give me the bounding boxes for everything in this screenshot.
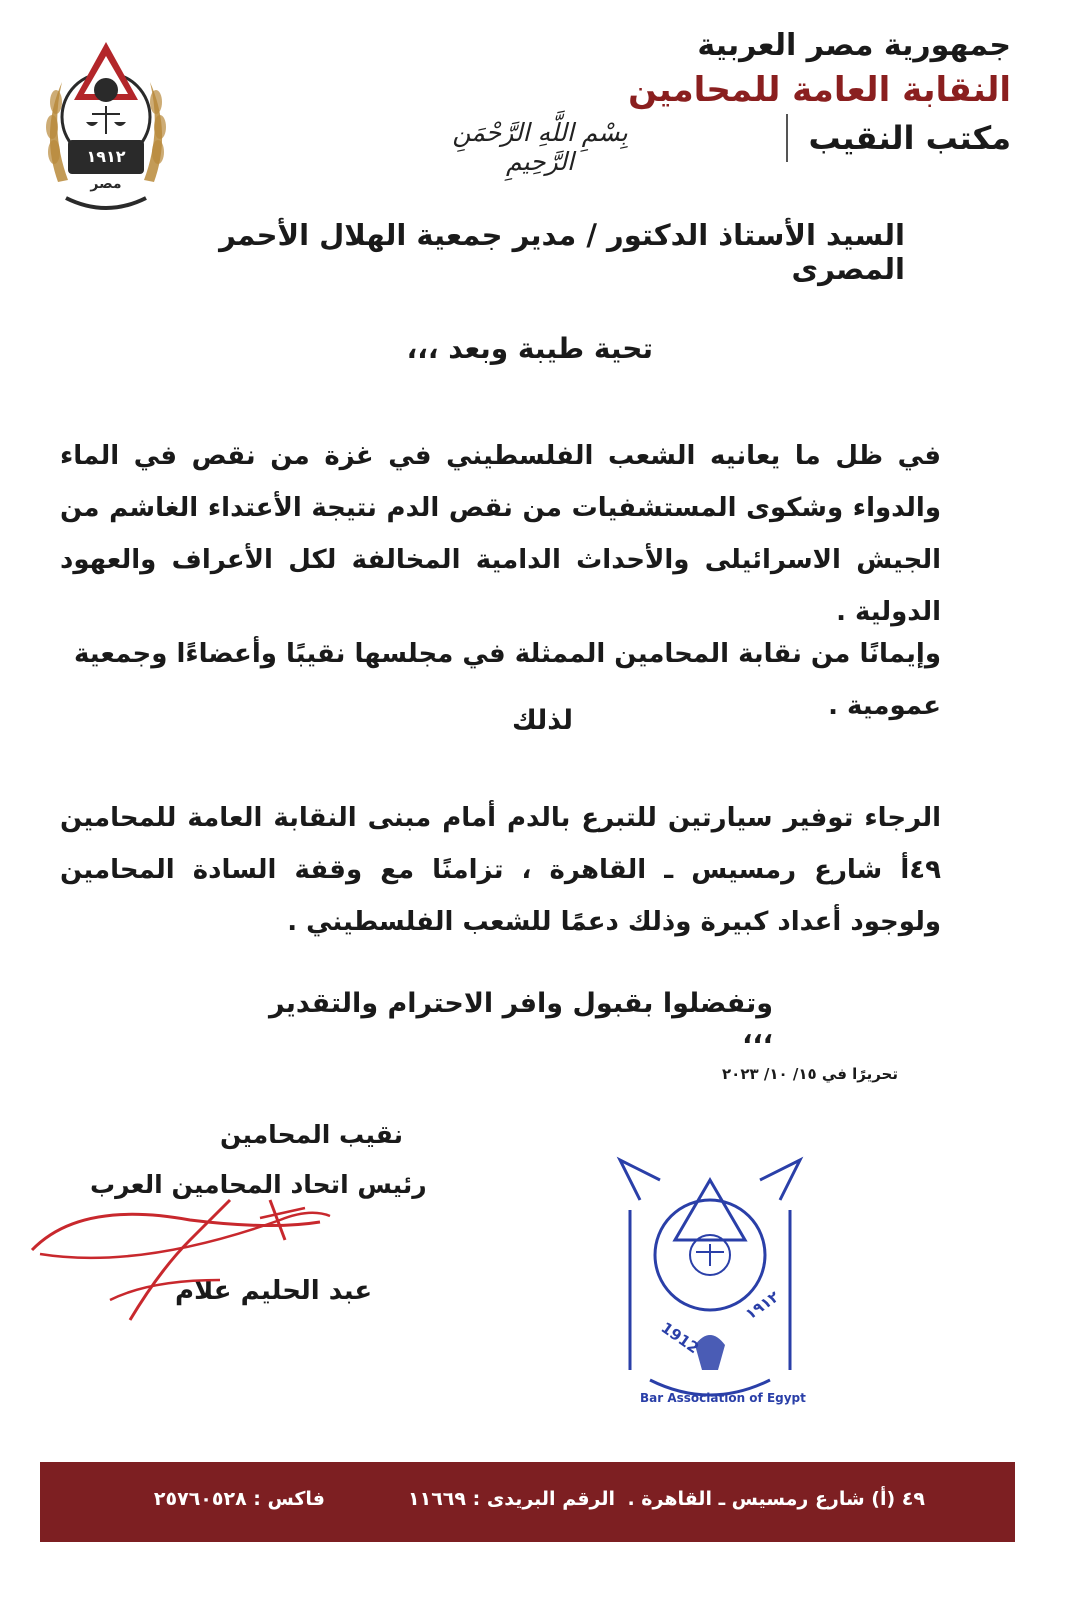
paragraph-2: وإيمانًا من نقابة المحامين الممثلة في مجلسها نقيبًا وأعضاءًا وجمعية عمومية .	[74, 639, 941, 721]
office-name: مكتب النقيب	[786, 114, 1011, 162]
closing-line: وتفضلوا بقبول وافر الاحترام والتقدير ،،،	[268, 988, 773, 1050]
footer-postal-code: الرقم البريدى : ١١٦٦٩	[408, 1488, 615, 1510]
signatory-name: عبد الحليم علام	[175, 1276, 373, 1306]
footer-bar	[40, 1462, 1015, 1542]
handwritten-signature-icon	[20, 1160, 340, 1330]
footer-address: ٤٩ (أ) شارع رمسيس ـ القاهرة .	[627, 1488, 925, 1510]
signatory-subtitle: رئيس اتحاد المحامين العرب	[90, 1170, 427, 1199]
country-name: جمهورية مصر العربية	[697, 28, 1011, 63]
paragraph-3: الرجاء توفير سيارتين للتبرع بالدم أمام مبنى النقابة العامة للمحامين ٤٩أ شارع رمسيس ـ القاهرة ، تزامنًا مع وقفة السادة المحامين ولوجود أعداد كبيرة وذلك دعمًا للشعب الفلسطيني .	[60, 803, 941, 937]
letterhead	[628, 26, 1011, 162]
greeting: تحية طيبة وبعد ،،،	[406, 332, 653, 365]
paragraph-1: في ظل ما يعانيه الشعب الفلسطيني في غزة من نقص في الماء والدواء وشكوى المستشفيات من نقص الدم نتيجة الأعتداء الغاشم من الجيش الاسرائيلى والأحداث الدامية المخالفة لكل الأعراف والعهود الدولية .	[60, 441, 941, 627]
bar-association-emblem-icon	[36, 22, 176, 222]
basmala: بِسْمِ اللَّهِ الرَّحْمَنِ الرَّحِيمِ	[452, 118, 628, 176]
logo-year: ١٩١٢	[86, 147, 126, 166]
therefore-heading: لذلك	[511, 705, 573, 736]
date-line: تحريرًا في ١٥/ ١٠/ ٢٠٢٣	[722, 1065, 898, 1083]
addressee: السيد الأستاذ الدكتور / مدير جمعية الهلال الأحمر المصرى	[219, 218, 905, 286]
official-stamp-icon	[600, 1140, 820, 1420]
organization-name: النقابة العامة للمحامين	[628, 70, 1011, 110]
stamp-english-text: Bar Association of Egypt	[640, 1391, 806, 1405]
stamp-year-right: ١٩١٢	[741, 1287, 783, 1324]
footer-fax: فاكس : ٢٥٧٦٠٥٢٨	[153, 1488, 325, 1510]
logo-country: مصر	[90, 176, 122, 192]
stamp-year-left: 1912	[657, 1318, 703, 1358]
signatory-title: نقيب المحامين	[220, 1120, 404, 1149]
